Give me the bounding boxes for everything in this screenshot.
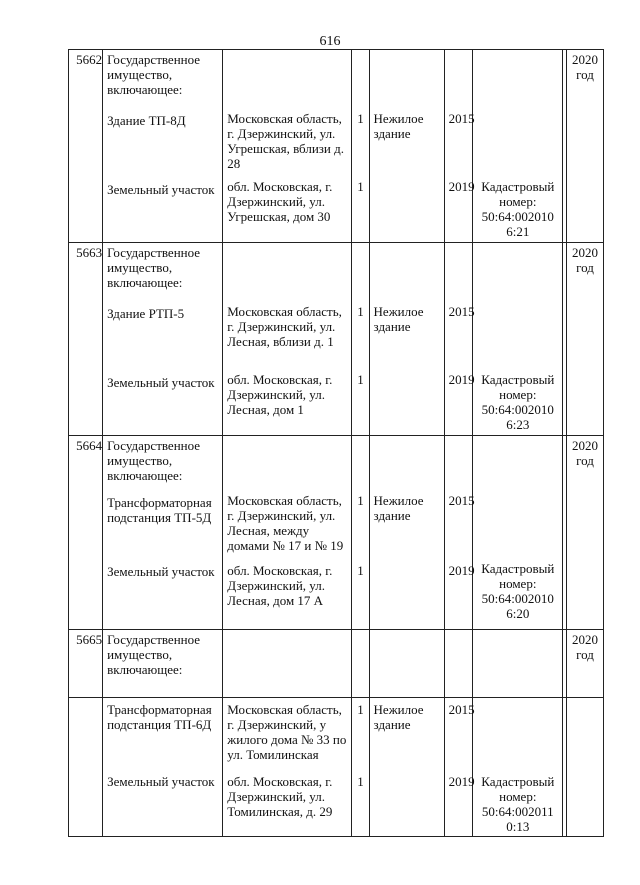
year-cell: [444, 630, 472, 698]
cadastral-cell: [472, 630, 562, 698]
date-cell: [566, 630, 603, 698]
item-year: 2019: [448, 563, 475, 578]
object-name-cell: [103, 50, 223, 243]
item-year: 2015: [448, 702, 475, 717]
page-number: 616: [319, 34, 341, 49]
registry-table: [68, 49, 604, 837]
item-use: Нежилое здание: [373, 493, 424, 523]
entry-header: Государственное имущество, включающее:: [107, 632, 201, 677]
entry-header: Государственное имущество, включающее:: [107, 245, 201, 290]
item-qty: 1: [357, 111, 364, 126]
entry-number: 5662: [76, 52, 103, 67]
address-cell: [223, 243, 351, 436]
item-qty: 1: [357, 493, 364, 508]
year-cell: [444, 436, 475, 630]
use-cell: [369, 436, 444, 630]
entry-number-cell: [69, 630, 103, 698]
item-address: Московская область, г. Дзержинский, ул. Угрешская, вблизи д. 28: [227, 111, 345, 171]
entry-date: 2020 год: [571, 245, 598, 275]
cadastral-number: Кадастровый номер: 50:64:002010 6:20: [481, 561, 555, 621]
use-cell: [369, 698, 444, 837]
item-qty: 1: [357, 702, 364, 717]
item-qty: 1: [357, 304, 364, 319]
date-cell: [566, 436, 603, 630]
object-name-cell: [103, 698, 223, 837]
entry-number: 5664: [76, 438, 103, 453]
use-cell: [369, 50, 444, 243]
entry-number: 5665: [76, 632, 103, 647]
entry-number-cell: [69, 436, 103, 630]
entry-date: 2020 год: [571, 438, 598, 468]
qty-cell: [351, 50, 369, 243]
item-address: обл. Московская, г. Дзержинский, ул. Лесная, дом 1: [227, 372, 333, 417]
use-cell: [369, 243, 444, 436]
item-use: Нежилое здание: [373, 111, 424, 141]
entry-number-cell: [69, 698, 103, 837]
date-cell: [566, 50, 603, 243]
item-name: Здание ТП-8Д: [107, 113, 186, 128]
item-name: Земельный участок: [107, 564, 215, 579]
entry-number: 5663: [76, 245, 103, 260]
entry-header: Государственное имущество, включающее:: [107, 52, 201, 97]
year-cell: [444, 243, 475, 436]
object-name-cell: [103, 630, 223, 698]
entry-number-cell: [69, 50, 103, 243]
address-cell: [223, 436, 351, 630]
cadastral-cell: [472, 436, 562, 630]
item-year: 2019: [448, 179, 475, 194]
item-year: 2015: [448, 111, 475, 126]
item-address: Московская область, г. Дзержинский, ул. Лесная, вблизи д. 1: [227, 304, 342, 349]
item-address: Московская область, г. Дзержинский, у жилого дома № 33 по ул. Томилинская: [227, 702, 347, 762]
qty-cell: [351, 436, 369, 630]
item-name: Трансформаторная подстанция ТП-5Д: [107, 495, 212, 525]
item-name: Земельный участок: [107, 774, 215, 789]
item-address: Московская область, г. Дзержинский, ул. Лесная, между домами № 17 и № 19: [227, 493, 344, 553]
item-address: обл. Московская, г. Дзержинский, ул. Лесная, дом 17 А: [227, 563, 333, 608]
table-row: [69, 698, 604, 837]
entry-date: 2020 год: [571, 632, 598, 662]
item-year: 2015: [448, 493, 475, 508]
item-year: 2019: [448, 372, 475, 387]
address-cell: [223, 698, 351, 837]
date-cell: [566, 698, 603, 837]
item-year: 2019: [448, 774, 475, 789]
address-cell: [223, 630, 351, 698]
address-cell: [223, 50, 351, 243]
item-qty: 1: [357, 563, 364, 578]
object-name-cell: [103, 243, 223, 436]
item-address: обл. Московская, г. Дзержинский, ул. Угрешская, дом 30: [227, 179, 333, 224]
item-year: 2015: [448, 304, 475, 319]
table-row: [69, 50, 604, 243]
cadastral-cell: [472, 243, 562, 436]
item-qty: 1: [357, 774, 364, 789]
table-row: [69, 243, 604, 436]
item-name: Здание РТП-5: [107, 306, 185, 321]
object-name-cell: [103, 436, 223, 630]
item-address: обл. Московская, г. Дзержинский, ул. Томилинская, д. 29: [227, 774, 333, 819]
item-qty: 1: [357, 179, 364, 194]
item-use: Нежилое здание: [373, 304, 424, 334]
entry-number-cell: [69, 243, 103, 436]
qty-cell: [351, 243, 369, 436]
use-cell: [369, 630, 444, 698]
table-row: [69, 630, 604, 698]
item-name: Земельный участок: [107, 182, 215, 197]
date-cell: [566, 243, 603, 436]
entry-header: Государственное имущество, включающее:: [107, 438, 201, 483]
cadastral-number: Кадастровый номер: 50:64:002010 6:23: [481, 372, 555, 432]
item-name: Земельный участок: [107, 375, 215, 390]
cadastral-cell: [472, 50, 562, 243]
cadastral-number: Кадастровый номер: 50:64:002010 6:21: [481, 179, 555, 239]
table-row: [69, 436, 604, 630]
item-use: Нежилое здание: [373, 702, 424, 732]
year-cell: [444, 698, 475, 837]
cadastral-number: Кадастровый номер: 50:64:002011 0:13: [481, 774, 555, 834]
item-qty: 1: [357, 372, 364, 387]
qty-cell: [351, 698, 369, 837]
year-cell: [444, 50, 475, 243]
entry-date: 2020 год: [571, 52, 598, 82]
qty-cell: [351, 630, 369, 698]
cadastral-cell: [472, 698, 562, 837]
item-name: Трансформаторная подстанция ТП-6Д: [107, 702, 212, 732]
